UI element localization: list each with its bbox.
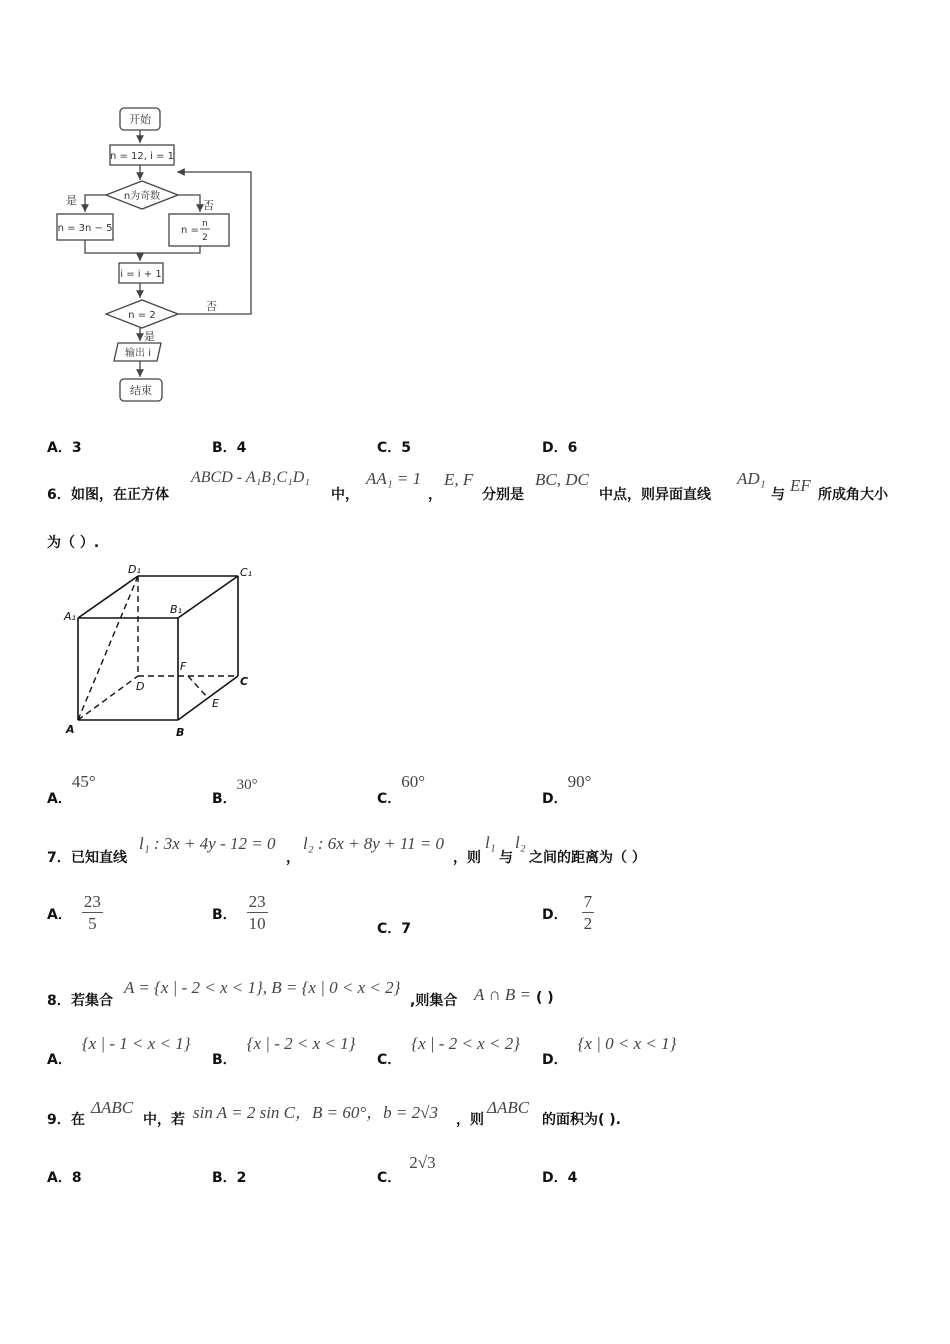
cube-label-b1: B₁ — [170, 603, 182, 616]
q5-option-a[interactable] — [47, 437, 82, 457]
q5-option-c[interactable] — [377, 437, 411, 457]
q7-text-4: 与 — [499, 850, 513, 866]
q8-option-d[interactable] — [542, 1034, 677, 1068]
q6-text-4: 分别是 — [482, 487, 524, 503]
q7-text-3: ，则 — [453, 850, 481, 866]
option-value: {x | - 1 < x < 1} — [81, 1034, 191, 1053]
q9-text-3: ，则 — [456, 1112, 484, 1128]
q9-math-triangle: ΔABC — [91, 1098, 134, 1117]
option-value: {x | - 2 < x < 2} — [411, 1034, 520, 1053]
option-label: C． — [377, 1170, 402, 1186]
option-value: 5 — [401, 440, 412, 456]
option-value: 4 — [567, 1170, 578, 1186]
q6-math-bcdc: BC, DC — [535, 470, 589, 489]
flow-incr: i = i + 1 — [120, 269, 162, 280]
question-8 — [0, 975, 950, 1015]
q7-option-c[interactable] — [377, 918, 411, 938]
option-label: B． — [212, 440, 237, 456]
option-value: 90° — [567, 772, 592, 791]
q6-math-cube: ABCD - A₁B₁C₁D₁ — [191, 469, 310, 486]
q9-option-d[interactable] — [542, 1167, 577, 1187]
q6-text-8: 为（ ）. — [47, 535, 100, 551]
option-label: A． — [47, 1170, 72, 1186]
q8-math-intersect: A ∩ B = — [474, 985, 531, 1004]
q9-option-b[interactable] — [212, 1167, 246, 1187]
option-label: D． — [542, 440, 568, 456]
q7-option-a[interactable] — [47, 892, 103, 935]
q6-text-5: 中点，则异面直线 — [599, 487, 711, 503]
flow-end: 结束 — [130, 384, 152, 397]
option-value: 3 — [71, 440, 82, 456]
flow-left-box: n = 3n − 5 — [57, 223, 113, 234]
q7-math-l2: l₂ : 6x + 8y + 11 = 0 — [303, 834, 445, 853]
q6-number: 6． — [47, 487, 71, 503]
q7-fraction-d: $\frac{7}{2}$ — [583, 892, 593, 933]
q6-text-1: 如图，在正方体 — [71, 487, 169, 503]
q7-option-d[interactable] — [542, 892, 594, 935]
q6-text-3: ， — [428, 487, 442, 503]
q8-option-c[interactable] — [377, 1034, 520, 1068]
option-value: 60° — [401, 772, 426, 791]
q6-math-aa1: AA₁ = 1 — [366, 469, 422, 488]
option-label: B． — [212, 791, 237, 807]
question-7 — [0, 830, 950, 870]
q7-number: 7． — [47, 850, 71, 866]
option-value: 8 — [71, 1170, 82, 1186]
cube-label-c1: C₁ — [240, 566, 253, 579]
q9-text-2: 中，若 — [143, 1112, 185, 1128]
q6-math-ef2: EF — [790, 476, 811, 495]
question-9 — [0, 1094, 950, 1134]
q6-text-2: 中， — [331, 487, 359, 503]
q6-math-ad1: AD₁ — [737, 469, 766, 488]
option-value: 2√3 — [409, 1153, 436, 1172]
q9-option-a[interactable] — [47, 1167, 82, 1187]
q8-text-1: 若集合 — [71, 993, 113, 1009]
flow-output: 输出 i — [125, 348, 151, 359]
q7-math-l1: l₁ : 3x + 4y - 12 = 0 — [139, 834, 276, 853]
flow-right-lhs: n = — [181, 225, 199, 236]
option-value: 2 — [236, 1170, 247, 1186]
cube-figure — [55, 560, 275, 745]
option-label: B． — [212, 1170, 237, 1186]
q6-text-7: 所成角大小 — [818, 487, 888, 503]
q7-fraction-a: $\frac{23}{5}$ — [83, 892, 101, 933]
option-label: D． — [542, 791, 568, 807]
option-label: D． — [542, 906, 568, 923]
q9-math-conditions: sin A = 2 sin C，B = 60°，b = 2√3 — [193, 1103, 438, 1122]
q7-text-2: ， — [286, 850, 300, 866]
q9-math-triangle-2: ΔABC — [487, 1098, 530, 1117]
q5-option-b[interactable] — [212, 437, 246, 457]
question-6 — [0, 466, 950, 556]
option-value: 30° — [236, 777, 258, 793]
q6-option-d[interactable] — [542, 772, 592, 807]
q9-text-1: 在 — [71, 1112, 85, 1128]
flow-right-num: n — [202, 219, 208, 229]
flow-no1: 否 — [203, 199, 214, 212]
q9-option-c[interactable] — [377, 1153, 436, 1186]
option-label: C． — [377, 921, 402, 937]
flow-yes1: 是 — [66, 194, 77, 207]
option-label: B． — [212, 1052, 237, 1068]
cube-label-b: B — [176, 726, 185, 739]
flow-cond2: n = 2 — [128, 310, 156, 321]
cube-label-a1: A₁ — [64, 610, 76, 623]
option-label: A． — [47, 791, 72, 807]
option-label: A． — [47, 1052, 72, 1068]
q7-math-l1b: l₁ — [485, 833, 496, 852]
option-value: 7 — [401, 921, 412, 937]
q7-text-1: 已知直线 — [71, 850, 127, 866]
option-label: C． — [377, 440, 402, 456]
flow-yes2: 是 — [144, 330, 155, 343]
option-label: C． — [377, 791, 402, 807]
q9-text-4: 的面积为( ). — [542, 1112, 621, 1128]
option-value: 6 — [567, 440, 578, 456]
cube-label-c: C — [240, 675, 249, 688]
q9-number: 9． — [47, 1112, 71, 1128]
q8-text-3: ( ) — [536, 990, 554, 1006]
cube-label-e: E — [212, 697, 219, 710]
q5-option-d[interactable] — [542, 437, 577, 457]
q6-option-a[interactable] — [47, 772, 96, 807]
option-label: A． — [47, 906, 72, 923]
flowchart-figure — [40, 95, 280, 415]
cube-label-d: D — [136, 680, 145, 693]
q6-math-ef: E, F — [444, 470, 474, 489]
cube-label-a: A — [66, 723, 75, 736]
option-value: 4 — [236, 440, 247, 456]
option-label: D． — [542, 1170, 568, 1186]
flow-init: n = 12, i = 1 — [109, 151, 175, 162]
q6-option-c[interactable] — [377, 772, 426, 807]
option-value: {x | 0 < x < 1} — [577, 1034, 677, 1053]
q8-number: 8． — [47, 993, 71, 1009]
q8-option-b[interactable] — [212, 1034, 356, 1068]
option-label: B． — [212, 906, 237, 923]
cube-label-d1: D₁ — [128, 563, 141, 576]
option-label: C． — [377, 1052, 402, 1068]
q7-math-l2b: l₂ — [515, 833, 526, 852]
flow-no2: 否 — [206, 300, 217, 313]
option-label: A． — [47, 440, 72, 456]
q7-text-5: 之间的距离为（ ） — [529, 850, 646, 866]
q7-fraction-b: $\frac{23}{10}$ — [248, 892, 266, 933]
q8-option-a[interactable] — [47, 1034, 191, 1068]
q8-math-sets: A = {x | - 2 < x < 1}, B = {x | 0 < x < 2} — [124, 978, 401, 997]
cube-label-f: F — [180, 660, 187, 673]
flow-start: 开始 — [129, 113, 151, 126]
option-value: 45° — [71, 772, 96, 791]
option-value: {x | - 2 < x < 1} — [246, 1034, 356, 1053]
q8-text-2: ,则集合 — [410, 993, 458, 1009]
option-label: D． — [542, 1052, 568, 1068]
q7-option-b[interactable] — [212, 892, 268, 935]
q6-option-b[interactable] — [212, 774, 258, 807]
q6-text-6: 与 — [771, 487, 785, 503]
flow-right-den: 2 — [202, 233, 208, 243]
flow-cond1: n为奇数 — [123, 191, 161, 202]
